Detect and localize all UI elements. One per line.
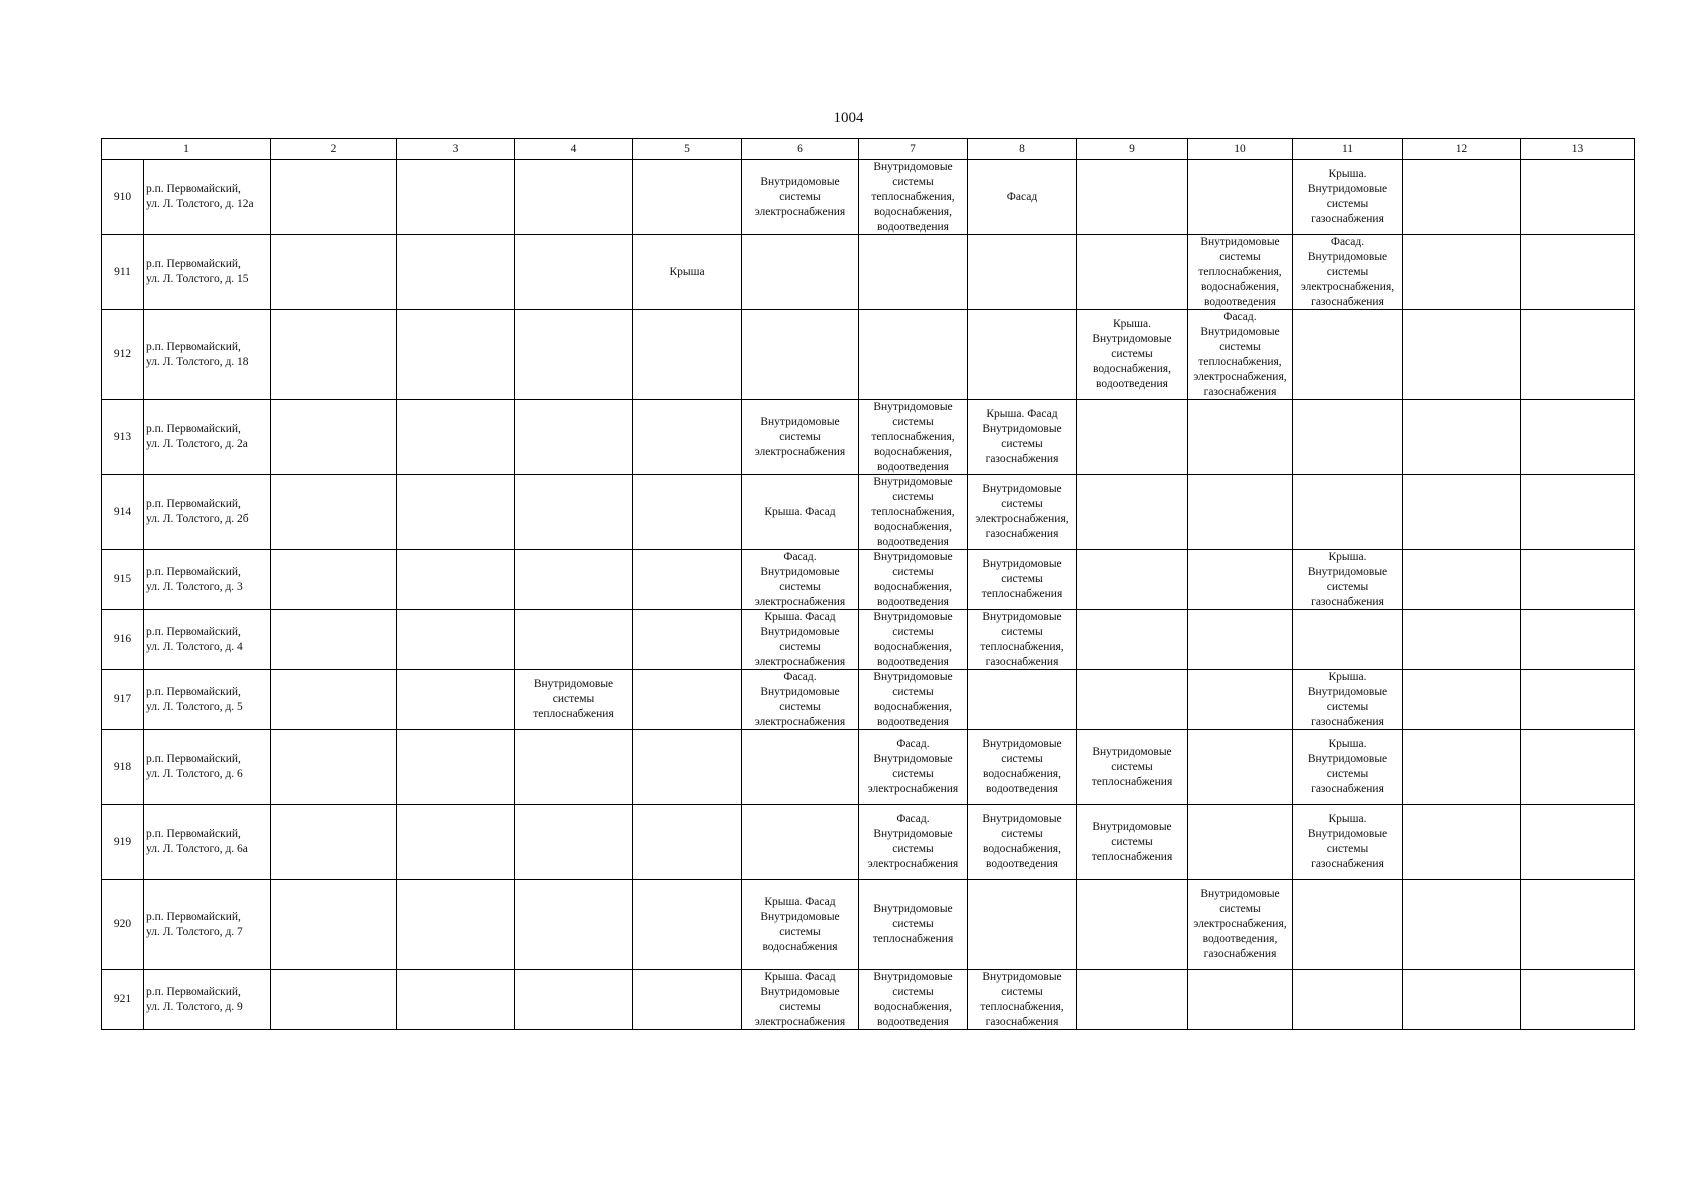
row-number-cell [102,550,144,610]
work-cell-col-5 [633,400,742,475]
work-cell-col-8 [968,475,1077,550]
work-cell-col-12 [1403,550,1521,610]
row-number-cell [102,310,144,400]
table-row [102,160,1635,235]
work-cell-col-7 [859,730,968,805]
work-cell-col-13 [1521,400,1635,475]
work-cell-col-8-text: Внутридомовые системы электроснабжения, газоснабжения [975,483,1069,540]
work-cell-col-6 [742,730,859,805]
work-cell-col-3 [397,310,515,400]
table-row [102,475,1635,550]
work-cell-col-9-text: Крыша. Внутридомовые системы водоснабжения, водоотведения [1092,318,1172,390]
table-row [102,400,1635,475]
work-cell-col-12 [1403,670,1521,730]
table-row [102,805,1635,880]
work-cell-col-7 [859,400,968,475]
row-number-cell [102,610,144,670]
column-header-9: 9 [1077,139,1188,160]
row-number-cell [102,475,144,550]
column-header-5: 5 [633,139,742,160]
work-cell-col-12 [1403,730,1521,805]
work-cell-col-3 [397,970,515,1030]
row-number-cell-text: 918 [113,760,132,773]
column-header-1: 1 [102,139,271,160]
work-cell-col-5 [633,610,742,670]
work-cell-col-7-text: Внутридомовые системы теплоснабжения, водоснабжения, водоотведения [871,475,955,548]
address-cell [144,550,271,610]
work-cell-col-9 [1077,475,1188,550]
work-cell-col-13 [1521,235,1635,310]
work-cell-col-3 [397,730,515,805]
work-cell-col-8 [968,310,1077,400]
address-cell [144,400,271,475]
work-cell-col-6-text: Внутридомовые системы электроснабжения [754,415,846,458]
work-cell-col-8-text: Внутридомовые системы водоснабжения, водоотведения [982,738,1062,795]
address-cell-text: р.п. Первомайский, ул. Л. Толстого, д. 18 [146,340,249,368]
work-cell-col-3 [397,400,515,475]
work-cell-col-4 [515,805,633,880]
address-cell-text: р.п. Первомайский, ул. Л. Толстого, д. 9 [146,985,243,1013]
work-cell-col-8 [968,610,1077,670]
column-header-13: 13 [1521,139,1635,160]
work-cell-col-7 [859,160,968,235]
address-cell [144,610,271,670]
work-cell-col-2 [271,610,397,670]
work-cell-col-13 [1521,550,1635,610]
work-cell-col-4 [515,670,633,730]
work-cell-col-8-text: Внутридомовые системы теплоснабжения, газоснабжения [980,970,1064,1028]
row-number-cell [102,235,144,310]
work-cell-col-9 [1077,610,1188,670]
row-number-cell-text: 913 [113,430,132,443]
work-cell-col-2 [271,970,397,1030]
work-cell-col-2 [271,310,397,400]
work-cell-col-11 [1293,400,1403,475]
work-cell-col-11-text: Крыша. Внутридомовые системы газоснабжения [1307,670,1388,728]
column-header-10: 10 [1188,139,1293,160]
work-cell-col-3 [397,550,515,610]
work-cell-col-11-text: Крыша. Внутридомовые системы газоснабжения [1307,550,1388,608]
work-cell-col-9 [1077,400,1188,475]
work-cell-col-10-text: Внутридомовые системы теплоснабжения, водоснабжения, водоотведения [1198,235,1282,308]
work-cell-col-13 [1521,730,1635,805]
work-cell-col-11 [1293,730,1403,805]
work-cell-col-9 [1077,970,1188,1030]
work-cell-col-13 [1521,805,1635,880]
work-cell-col-12 [1403,970,1521,1030]
work-cell-col-3 [397,670,515,730]
work-cell-col-2 [271,670,397,730]
work-cell-col-8 [968,235,1077,310]
work-cell-col-8-text: Крыша. Фасад Внутридомовые системы газоснабжения [982,408,1062,465]
work-cell-col-9 [1077,730,1188,805]
address-cell [144,310,271,400]
work-cell-col-6-text: Внутридомовые системы электроснабжения [754,175,846,218]
column-header-3: 3 [397,139,515,160]
work-cell-col-11-text: Крыша. Внутридомовые системы газоснабжения [1307,813,1388,870]
work-cell-col-13 [1521,880,1635,970]
work-cell-col-6-text: Крыша. Фасад Внутридомовые системы электроснабжения [754,970,846,1028]
work-cell-col-11 [1293,310,1403,400]
table-row [102,235,1635,310]
work-cell-col-7-text: Внутридомовые системы водоснабжения, водоотведения [873,550,953,608]
header-row [102,139,1635,160]
row-number-cell [102,730,144,805]
work-cell-col-13 [1521,670,1635,730]
work-cell-col-5-text: Крыша [669,265,705,278]
address-cell-text: р.п. Первомайский, ул. Л. Толстого, д. 2а [146,423,248,450]
address-cell-text: р.п. Первомайский, ул. Л. Толстого, д. 2б [146,498,249,525]
work-cell-col-3 [397,235,515,310]
row-number-cell-text: 917 [113,693,132,705]
row-number-cell-text: 921 [113,993,132,1005]
address-cell [144,805,271,880]
work-cell-col-6 [742,970,859,1030]
work-cell-col-11-text: Фасад. Внутридомовые системы электроснабжения, газоснабжения [1300,235,1395,308]
work-cell-col-7-text: Внутридомовые системы теплоснабжения, водоснабжения, водоотведения [871,400,955,473]
row-number-cell-text: 919 [113,835,132,848]
work-cell-col-10-text: Фасад. Внутридомовые системы теплоснабжения, электроснабжения, газоснабжения [1193,310,1287,398]
work-cell-col-10 [1188,970,1293,1030]
work-cell-col-11 [1293,805,1403,880]
work-cell-col-4 [515,160,633,235]
work-cell-col-7-text: Внутридомовые системы водоснабжения, водоотведения [873,610,953,668]
work-cell-col-13 [1521,475,1635,550]
work-cell-col-8 [968,880,1077,970]
work-cell-col-10 [1188,475,1293,550]
work-cell-col-4 [515,610,633,670]
work-cell-col-9 [1077,160,1188,235]
work-cell-col-10 [1188,670,1293,730]
column-header-6: 6 [742,139,859,160]
work-cell-col-7 [859,550,968,610]
work-cell-col-8-text: Внутридомовые системы водоснабжения, водоотведения [982,813,1062,870]
work-cell-col-2 [271,880,397,970]
row-number-cell-text: 920 [113,918,132,930]
work-cell-col-11 [1293,610,1403,670]
work-cell-col-7 [859,880,968,970]
work-cell-col-9-text: Внутридомовые системы теплоснабжения [1091,745,1173,788]
page-number: 1004 [833,110,864,126]
repair-schedule-table [101,138,1635,1030]
work-cell-col-5 [633,880,742,970]
row-number-cell-text: 915 [113,573,132,585]
work-cell-col-12 [1403,610,1521,670]
work-cell-col-9 [1077,235,1188,310]
work-cell-col-8 [968,970,1077,1030]
work-cell-col-6 [742,550,859,610]
work-cell-col-12 [1403,880,1521,970]
work-cell-col-5 [633,730,742,805]
work-cell-col-7 [859,805,968,880]
work-cell-col-7-text: Фасад. Внутридомовые системы электроснабжения [867,813,959,870]
column-header-4: 4 [515,139,633,160]
row-number-cell-text: 911 [114,265,131,278]
address-cell [144,670,271,730]
work-cell-col-6-text: Фасад. Внутридомовые системы электроснабжения [754,670,846,728]
row-number-cell [102,160,144,235]
work-cell-col-6-text: Крыша. Фасад Внутридомовые системы водоснабжения [760,895,840,953]
address-cell-text: р.п. Первомайский, ул. Л. Толстого, д. 6 [146,753,243,780]
work-cell-col-6 [742,880,859,970]
work-cell-col-2 [271,550,397,610]
work-cell-col-5 [633,970,742,1030]
work-cell-col-12 [1403,160,1521,235]
table-row [102,730,1635,805]
column-header-7: 7 [859,139,968,160]
work-cell-col-7-text: Внутридомовые системы водоснабжения, водоотведения [873,970,953,1028]
work-cell-col-10 [1188,805,1293,880]
address-cell-text: р.п. Первомайский, ул. Л. Толстого, д. 5 [146,685,243,713]
work-cell-col-11 [1293,475,1403,550]
column-header-12: 12 [1403,139,1521,160]
work-cell-col-7 [859,235,968,310]
work-cell-col-13 [1521,610,1635,670]
work-cell-col-6 [742,310,859,400]
work-cell-col-5 [633,310,742,400]
work-cell-col-11-text: Крыша. Внутридомовые системы газоснабжения [1307,168,1388,225]
work-cell-col-10-text: Внутридомовые системы электроснабжения, водоотведения, газоснабжения [1193,888,1287,960]
column-header-11: 11 [1293,139,1403,160]
address-cell [144,730,271,805]
work-cell-col-6 [742,610,859,670]
work-cell-col-4 [515,730,633,805]
work-cell-col-11 [1293,970,1403,1030]
work-cell-col-11 [1293,550,1403,610]
work-cell-col-13 [1521,310,1635,400]
work-cell-col-12 [1403,310,1521,400]
address-cell [144,880,271,970]
table-body [102,160,1635,1030]
row-number-cell [102,805,144,880]
address-cell-text: р.п. Первомайский, ул. Л. Толстого, д. 4 [146,625,243,653]
table-row [102,310,1635,400]
address-cell-text: р.п. Первомайский, ул. Л. Толстого, д. 15 [146,258,249,285]
table-row [102,880,1635,970]
work-cell-col-8 [968,805,1077,880]
work-cell-col-7 [859,970,968,1030]
address-cell-text: р.п. Первомайский, ул. Л. Толстого, д. 7 [146,910,243,938]
work-cell-col-12 [1403,400,1521,475]
work-cell-col-4 [515,310,633,400]
work-cell-col-9 [1077,670,1188,730]
work-cell-col-12 [1403,235,1521,310]
work-cell-col-13 [1521,160,1635,235]
work-cell-col-8 [968,400,1077,475]
address-cell [144,160,271,235]
work-cell-col-3 [397,160,515,235]
work-cell-col-7-text: Внутридомовые системы водоснабжения, водоотведения [873,670,953,728]
work-cell-col-6 [742,670,859,730]
table-row [102,610,1635,670]
work-cell-col-2 [271,730,397,805]
work-cell-col-11 [1293,160,1403,235]
row-number-cell-text: 910 [113,190,132,203]
work-cell-col-10 [1188,235,1293,310]
column-header-8: 8 [968,139,1077,160]
work-cell-col-9 [1077,310,1188,400]
work-cell-col-10 [1188,730,1293,805]
work-cell-col-11 [1293,670,1403,730]
work-cell-col-12 [1403,805,1521,880]
address-cell-text: р.п. Первомайский, ул. Л. Толстого, д. 6а [146,828,248,855]
work-cell-col-5 [633,235,742,310]
work-cell-col-10 [1188,880,1293,970]
row-number-cell [102,400,144,475]
work-cell-col-8 [968,670,1077,730]
address-cell-text: р.п. Первомайский, ул. Л. Толстого, д. 3 [146,565,243,593]
work-cell-col-9 [1077,550,1188,610]
work-cell-col-6-text: Крыша. Фасад Внутридомовые системы электроснабжения [754,610,846,668]
work-cell-col-4 [515,475,633,550]
work-cell-col-12 [1403,475,1521,550]
row-number-cell-text: 914 [113,505,132,518]
work-cell-col-6 [742,235,859,310]
table-row [102,670,1635,730]
work-cell-col-5 [633,475,742,550]
work-cell-col-3 [397,880,515,970]
work-cell-col-10 [1188,550,1293,610]
work-cell-col-9 [1077,805,1188,880]
table-row [102,970,1635,1030]
work-cell-col-7 [859,610,968,670]
work-cell-col-7 [859,670,968,730]
work-cell-col-2 [271,475,397,550]
work-cell-col-4-text: Внутридомовые системы теплоснабжения [533,678,614,720]
work-cell-col-7-text: Внутридомовые системы теплоснабжения, водоснабжения, водоотведения [871,160,955,233]
address-cell [144,475,271,550]
row-number-cell-text: 912 [113,348,132,360]
work-cell-col-7-text: Фасад. Внутридомовые системы электроснабжения [867,738,959,795]
work-cell-col-2 [271,805,397,880]
work-cell-col-10 [1188,400,1293,475]
work-cell-col-6 [742,475,859,550]
work-cell-col-7 [859,310,968,400]
work-cell-col-2 [271,235,397,310]
row-number-cell-text: 916 [113,633,132,645]
work-cell-col-11 [1293,880,1403,970]
work-cell-col-8 [968,160,1077,235]
address-cell [144,235,271,310]
work-cell-col-8 [968,730,1077,805]
work-cell-col-11-text: Крыша. Внутридомовые системы газоснабжения [1307,738,1388,795]
work-cell-col-2 [271,400,397,475]
work-cell-col-8 [968,550,1077,610]
work-cell-col-8-text: Фасад [1006,190,1038,203]
work-cell-col-4 [515,550,633,610]
work-cell-col-7 [859,475,968,550]
work-cell-col-6 [742,400,859,475]
work-cell-col-6 [742,805,859,880]
work-cell-col-5 [633,160,742,235]
work-cell-col-5 [633,805,742,880]
work-cell-col-4 [515,235,633,310]
work-cell-col-7-text: Внутридомовые системы теплоснабжения [872,903,954,945]
work-cell-col-6-text: Фасад. Внутридомовые системы электроснабжения [754,550,846,608]
work-cell-col-6-text: Крыша. Фасад [764,505,836,518]
row-number-cell [102,970,144,1030]
work-cell-col-3 [397,610,515,670]
address-cell [144,970,271,1030]
work-cell-col-11 [1293,235,1403,310]
column-header-2: 2 [271,139,397,160]
work-cell-col-4 [515,880,633,970]
work-cell-col-3 [397,475,515,550]
work-cell-col-2 [271,160,397,235]
work-cell-col-13 [1521,970,1635,1030]
work-cell-col-8-text: Внутридомовые системы теплоснабжения, газоснабжения [980,610,1064,668]
work-cell-col-10 [1188,160,1293,235]
row-number-cell [102,670,144,730]
work-cell-col-4 [515,400,633,475]
work-cell-col-4 [515,970,633,1030]
work-cell-col-9 [1077,880,1188,970]
work-cell-col-8-text: Внутридомовые системы теплоснабжения [981,558,1063,600]
work-cell-col-3 [397,805,515,880]
work-cell-col-6 [742,160,859,235]
work-cell-col-5 [633,550,742,610]
row-number-cell [102,880,144,970]
work-cell-col-5 [633,670,742,730]
work-cell-col-9-text: Внутридомовые системы теплоснабжения [1091,820,1173,863]
table-row [102,550,1635,610]
work-cell-col-10 [1188,310,1293,400]
address-cell-text: р.п. Первомайский, ул. Л. Толстого, д. 12а [146,183,254,210]
work-cell-col-10 [1188,610,1293,670]
